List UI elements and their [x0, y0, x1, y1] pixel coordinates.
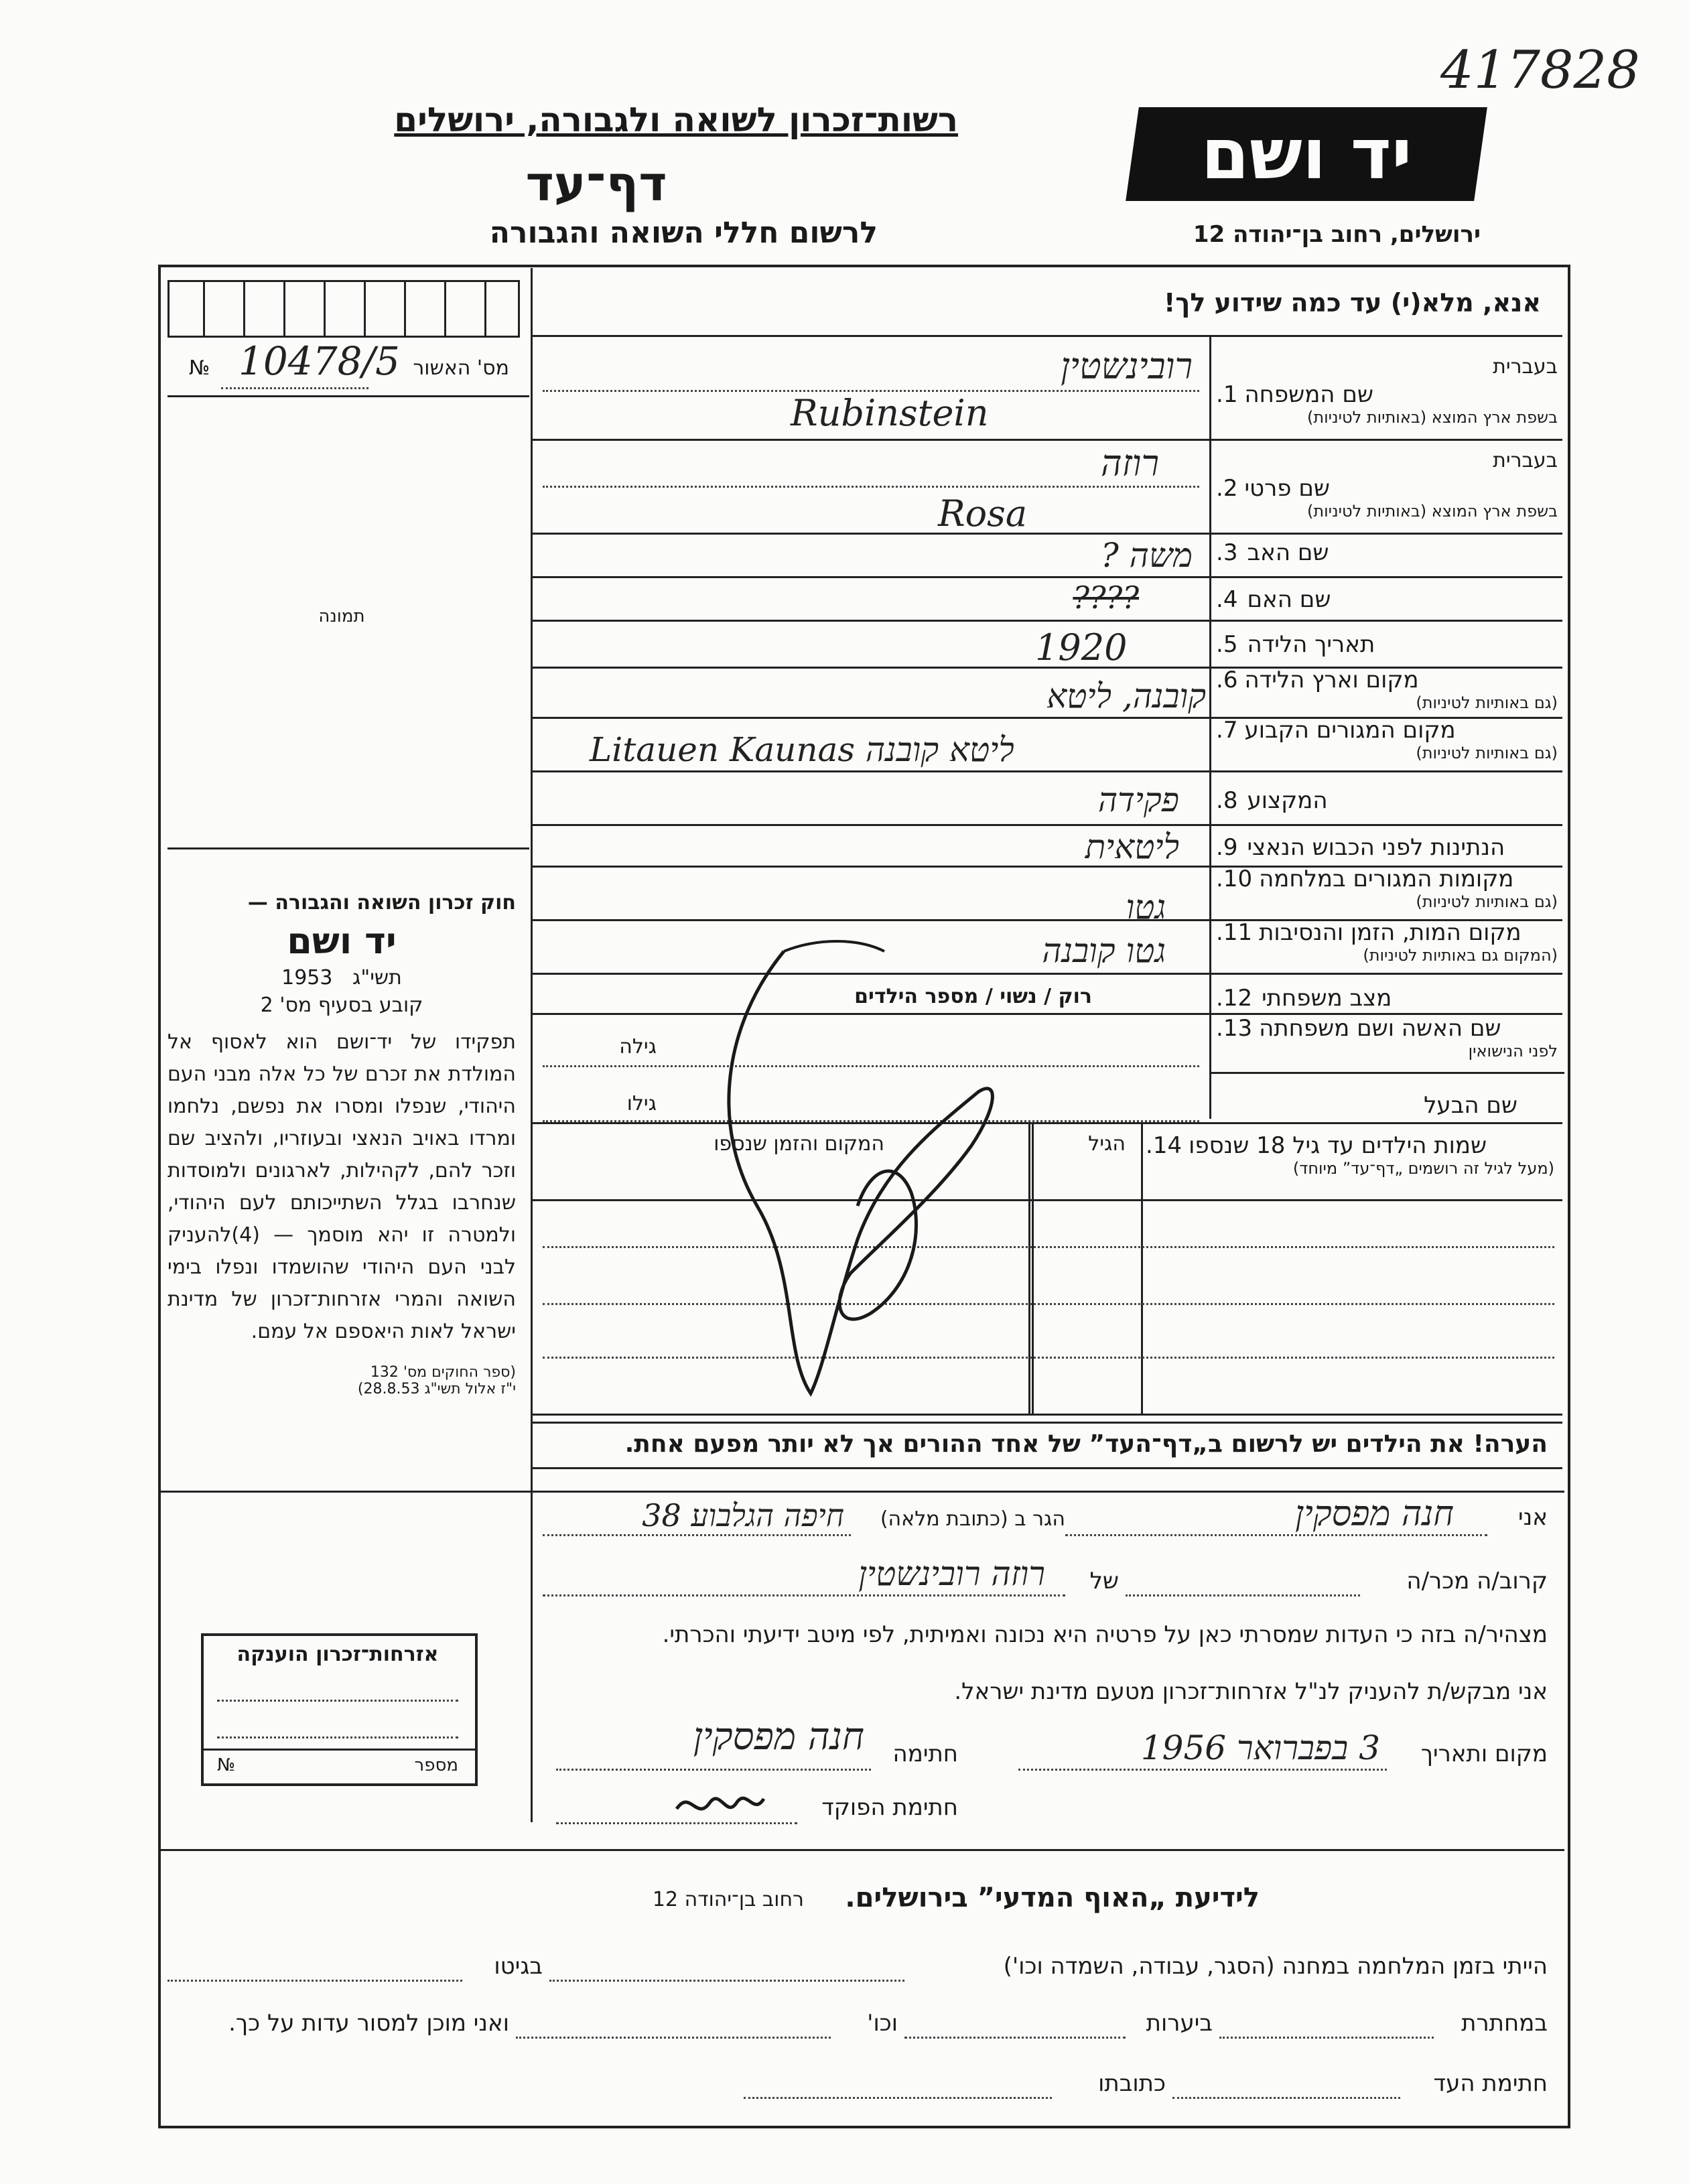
field-2-value-latin[interactable]: Rosa: [938, 492, 1028, 535]
footer-address: רחוב בן־יהודה 12: [652, 1888, 804, 1911]
citizenship-box: [201, 1633, 478, 1786]
form-title: דף־עד: [525, 155, 667, 212]
law-year: 1953: [281, 966, 333, 989]
field-7-sub: (גם באותיות לטיניות): [1416, 744, 1558, 762]
record-number-value[interactable]: 10478/5: [239, 338, 400, 384]
field-11-sub: (המקום גם באותיות לטיניות): [1363, 946, 1558, 965]
field-3-value[interactable]: משה ?: [1100, 536, 1193, 575]
field-11-value[interactable]: גטו קובנה: [1042, 931, 1166, 970]
field-5-num: 5.: [1216, 631, 1238, 658]
decl-signature-value[interactable]: חנה מפסקין: [693, 1715, 864, 1759]
decl-place-date-label: מקום ותאריך: [1420, 1741, 1548, 1767]
field-1-sub-hebrew: בעברית: [1493, 355, 1558, 379]
field-2-sub-latin: בשפת ארץ המוצא (באותיות לטיניות): [1307, 502, 1558, 521]
field-13-num: 13.: [1216, 1015, 1253, 1042]
children-col-place: המקום והזמן שנספו: [714, 1132, 884, 1156]
field-10-num: 10.: [1216, 866, 1253, 892]
scribble-mark: [683, 925, 1032, 1407]
husband-label: שם הבעל: [1424, 1092, 1517, 1119]
field-1-num: 1.: [1216, 381, 1238, 408]
field-10-value[interactable]: גטו: [1126, 888, 1166, 927]
field-1-sub-latin: בשפת ארץ המוצא (באותיות לטיניות): [1307, 408, 1558, 427]
field-1-value-hebrew[interactable]: רובינשטין: [1061, 345, 1193, 387]
law-body: תפקידו של יד־ושם הוא לאסוף אל המולדת את זכרם של כל אלה מבני העם היהודי, שנפלו ומסרו את נפשם, נלחמו ומרדו באויב הנאצי ובעוזריו, ולהציב שם וזכר להם, לקהילות, לארגונים ולמוסדות שנחרבו בגלל השתייכותם לעם היהודי, ולמטרה זו יהא מוסמך — (4)להעניק לבני העם היהודי שהושמדו ונפלו בימי השואה והמרי אזרחות־זכרון של מדינת ישראל לאות היאספם אל עמם.: [167, 1030, 516, 1343]
photo-label: תמונה: [318, 606, 365, 626]
field-13-sub: לפני הנישואין: [1468, 1042, 1558, 1061]
instructions: אנא, מלא(י) עד כמה שידוע לך!: [1164, 288, 1541, 318]
footer-title: לידיעת „האוף המדעי” בירושלים.: [845, 1883, 1260, 1913]
decl-official-label: חתימת הפוקד: [821, 1794, 958, 1821]
decl-address[interactable]: חיפה הגלבוע 38: [642, 1497, 844, 1533]
form-subtitle: לרשום חללי השואה והגבורה: [489, 216, 878, 250]
law-section-ref: קובע בסעיף מס' 2: [260, 994, 423, 1017]
field-7-label: מקום המגורים הקבוע: [1244, 717, 1456, 744]
record-no-sign: №: [189, 356, 210, 380]
field-13-label: שם האשה ושם משפחתה: [1259, 1015, 1501, 1042]
field-8-label: המקצוע: [1247, 787, 1328, 814]
field-6-label: מקום וארץ הלידה: [1244, 667, 1419, 693]
law-title: חוק זכרון השואה והגבורה —: [247, 891, 516, 914]
record-number-label: מס' האשור: [413, 356, 509, 380]
field-9-num: 9.: [1216, 834, 1238, 861]
field-6-sub: (גם באותיות לטיניות): [1416, 693, 1558, 712]
decl-name[interactable]: חנה מפסקין: [1294, 1494, 1454, 1534]
field-1-label: שם המשפחה: [1244, 381, 1373, 408]
footer-sig-label: חתימת העד: [1433, 2070, 1548, 2097]
record-row-line: [167, 395, 529, 397]
decl-relation-label: קרוב/ה מכר/ה: [1406, 1568, 1548, 1594]
children-sub: (מעל לגיל זה רושמים „דף־עד” מיוחד): [1292, 1159, 1554, 1178]
field-8-value[interactable]: פקידה: [1097, 780, 1179, 819]
footer-q2c: וכו': [867, 2010, 898, 2037]
field-4-num: 4.: [1216, 586, 1238, 613]
field-7-value[interactable]: Litauen Kaunas ליטא קובנה: [590, 730, 1014, 769]
field-5-value[interactable]: 1920: [1035, 626, 1128, 669]
footer-q2b: ביערות: [1146, 2010, 1213, 2037]
decl-i: אני: [1518, 1504, 1548, 1531]
left-column-divider: [531, 268, 533, 1822]
tick-boxes: [167, 280, 520, 338]
header-address: ירושלים, רחוב בן־יהודה 12: [1193, 221, 1481, 248]
law-ref-2: י"ז אלול תשי"ג 28.8.53): [357, 1381, 516, 1397]
law-ref-1: (ספר החוקים מס' 132: [370, 1364, 516, 1381]
field-9-value[interactable]: ליטאית: [1085, 827, 1179, 866]
footer-addr-label: כתובתו: [1098, 2070, 1166, 2097]
law-section: [167, 891, 516, 1397]
field-4-label: שם האם: [1247, 586, 1331, 613]
footer-q2a: במחתרת: [1461, 2010, 1548, 2037]
decl-signature-label: חתימה: [892, 1741, 958, 1767]
official-signature: [670, 1782, 770, 1829]
field-11-label: מקום המות, הזמן והנסיבות: [1259, 919, 1522, 946]
husband-age-label: גילו: [626, 1092, 657, 1115]
field-3-label: שם האב: [1247, 539, 1329, 566]
law-name: יד ושם: [287, 920, 397, 962]
labels-divider: [1209, 335, 1211, 1119]
decl-line-1: מצהיר/ה בזה כי העדות שמסרתי כאן על פרטיה היא נכונה ואמיתית, לפי מיטב ידיעתי והכרתי.: [662, 1621, 1548, 1648]
field-9-label: הנתינות לפני הכבוש הנאצי: [1247, 834, 1505, 861]
citizenship-no-sign: №: [217, 1755, 236, 1775]
field-5-label: תאריך הלידה: [1247, 631, 1375, 658]
field-11-num: 11.: [1216, 919, 1253, 946]
citizenship-number-label: מספר: [414, 1755, 458, 1775]
yad-vashem-logo: [1126, 107, 1487, 201]
field-10-sub: (גם באותיות לטיניות): [1416, 892, 1558, 911]
record-number-line: [221, 387, 368, 389]
field-2-sub-hebrew: בעברית: [1493, 449, 1558, 472]
field-2-num: 2.: [1216, 475, 1238, 502]
citizenship-title: אזרחות־זכרון הוענקה: [237, 1643, 439, 1666]
decl-of-label: של: [1089, 1568, 1119, 1594]
field-13-age-label: גילה: [619, 1035, 657, 1059]
children-col-age: הגיל: [1088, 1132, 1126, 1156]
footer-q1: הייתי בזמן המלחמה במחנה (הסגר, עבודה, השמדה וכו'): [1003, 1953, 1548, 1980]
children-label: שמות הילדים עד גיל 18 שנספו: [1189, 1132, 1487, 1159]
decl-line-2: אני מבקש/ת להעניק לנ"ל אזרחות־זכרון מטעם מדינת ישראל.: [954, 1678, 1548, 1705]
org-line: רשות־זכרון לשואה ולגבורה, ירושלים: [394, 100, 958, 139]
field-4-value[interactable]: ????: [1073, 579, 1139, 616]
decl-of-value[interactable]: רוזה רובינשטין: [858, 1554, 1045, 1593]
field-1-value-latin[interactable]: Rubinstein: [791, 392, 989, 434]
children-num: 14.: [1146, 1132, 1183, 1159]
field-6-num: 6.: [1216, 667, 1238, 693]
field-8-num: 8.: [1216, 787, 1238, 814]
photo-bottom-line: [167, 847, 529, 849]
field-7-num: 7.: [1216, 717, 1238, 744]
note: הערה! את הילדים יש לרשום ב„דף־העד” של אחד ההורים אך לא יותר מפעם אחת.: [624, 1430, 1548, 1458]
archive-number: 417828: [1440, 40, 1640, 100]
field-12-value[interactable]: רוק / נשוי / מספר הילדים: [854, 985, 1092, 1008]
field-12-label: מצב משפחתי: [1262, 985, 1392, 1012]
decl-place-date-value[interactable]: 3 בפברואר 1956: [1140, 1728, 1380, 1767]
field-3-num: 3.: [1216, 539, 1238, 566]
instructions-line: [531, 335, 1562, 337]
footer-q1b: בגיטו: [494, 1953, 543, 1980]
field-2-value-hebrew[interactable]: רוזה: [1100, 442, 1159, 484]
field-6-value[interactable]: קובנה, ליטא: [1046, 677, 1206, 715]
footer-q2d: ואני מוכן למסור עדות על כך.: [228, 2010, 509, 2037]
field-12-num: 12.: [1216, 985, 1253, 1012]
field-10-label: מקומות המגורים במלחמה: [1259, 866, 1514, 892]
law-year-he: תשי"ג: [352, 966, 402, 989]
logo-text: יד ושם: [1201, 113, 1412, 195]
decl-resides-label: הגר ב (כתובת מלאה): [880, 1507, 1065, 1531]
field-2-label: שם פרטי: [1244, 475, 1330, 502]
